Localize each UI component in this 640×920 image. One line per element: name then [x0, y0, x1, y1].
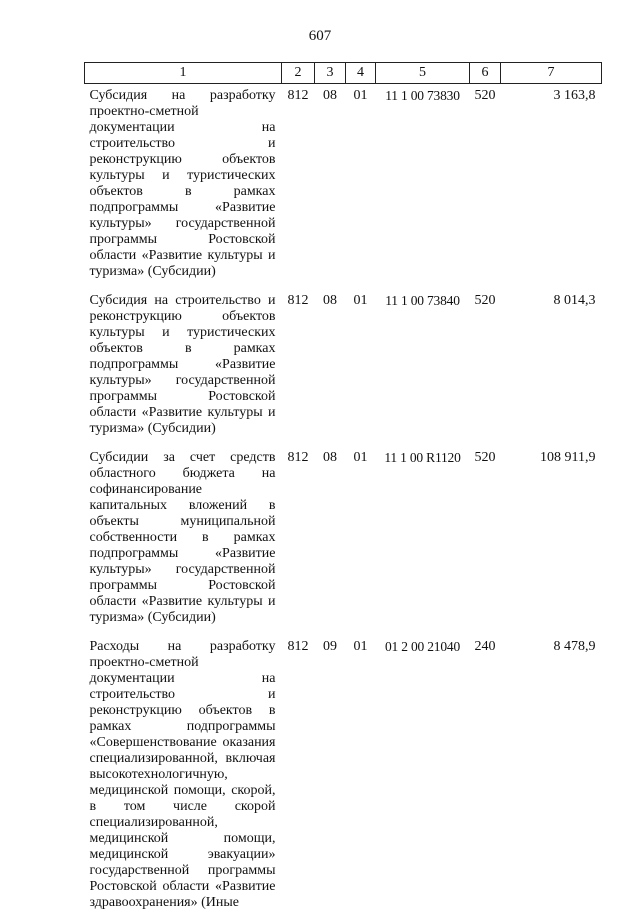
expense-type-code: 240: [474, 639, 496, 654]
ministry-code: 812: [287, 88, 309, 103]
expense-description: Расходы на разработку проектно-сметной документации на строительство и реконструкцию объектов в рамках подпрограммы «Совершенствование оказания специализированной, включая высокотехнологичную, медицинской помощи, скорой, в том числе скорой специализированной, медицинской помощи, медицинской эвакуации» государственной программы Ростовской области «Развитие здравоохранения» (Иные: [89, 639, 276, 910]
table-header-row: [85, 63, 602, 84]
column-header: 7: [501, 63, 602, 84]
amount: 8 014,3: [553, 293, 596, 308]
amount: 8 478,9: [553, 639, 596, 654]
amount: 3 163,8: [553, 88, 596, 103]
subsection-code: 01: [353, 639, 368, 654]
expense-description: Субсидии за счет средств областного бюджета на софинансирование капитальных вложений в объекты муниципальной собственности в рамках подпрограммы «Развитие культуры» государственной программы Ростовской области «Развитие культуры и туризма» (Субсидии): [89, 450, 276, 625]
page-number: 607: [308, 28, 332, 44]
column-header: 2: [282, 63, 315, 84]
column-header: 4: [346, 63, 376, 84]
ministry-code: 812: [287, 450, 309, 465]
section-code: 08: [323, 293, 337, 308]
subsection-code: 01: [353, 450, 368, 465]
amount: 108 911,9: [540, 450, 596, 465]
expense-type-code: 520: [474, 88, 496, 103]
table-row: [85, 635, 602, 920]
budget-table: [84, 62, 602, 920]
expense-type-code: 520: [474, 450, 496, 465]
section-code: 08: [323, 88, 337, 103]
column-header: 5: [376, 63, 470, 84]
table-row: [85, 289, 602, 446]
target-article-code: 11 1 00 73830: [385, 88, 460, 103]
section-code: 09: [323, 639, 337, 654]
subsection-code: 01: [353, 293, 368, 308]
target-article-code: 01 2 00 21040: [384, 639, 461, 654]
ministry-code: 812: [287, 639, 309, 654]
expense-description: Субсидия на разработку проектно-сметной документации на строительство и реконструкцию объектов культуры и туристических объектов в рамках подпрограммы «Развитие культуры» государственной программы Ростовской области «Развитие культуры и туризма» (Субсидии): [89, 88, 276, 279]
ministry-code: 812: [287, 293, 309, 308]
column-header: 6: [470, 63, 501, 84]
column-header: 1: [85, 63, 282, 84]
expense-type-code: 520: [474, 293, 496, 308]
table-row: [85, 446, 602, 635]
table-row: [85, 84, 602, 290]
expense-description: Субсидия на строительство и реконструкцию объектов культуры и туристических объектов в рамках подпрограммы «Развитие культуры» государственной программы Ростовской области «Развитие культуры и туризма» (Субсидии): [89, 293, 276, 436]
subsection-code: 01: [353, 88, 368, 103]
section-code: 08: [323, 450, 337, 465]
target-article-code: 11 1 00 73840: [385, 293, 460, 308]
column-header: 3: [315, 63, 346, 84]
target-article-code: 11 1 00 R1120: [384, 450, 461, 465]
